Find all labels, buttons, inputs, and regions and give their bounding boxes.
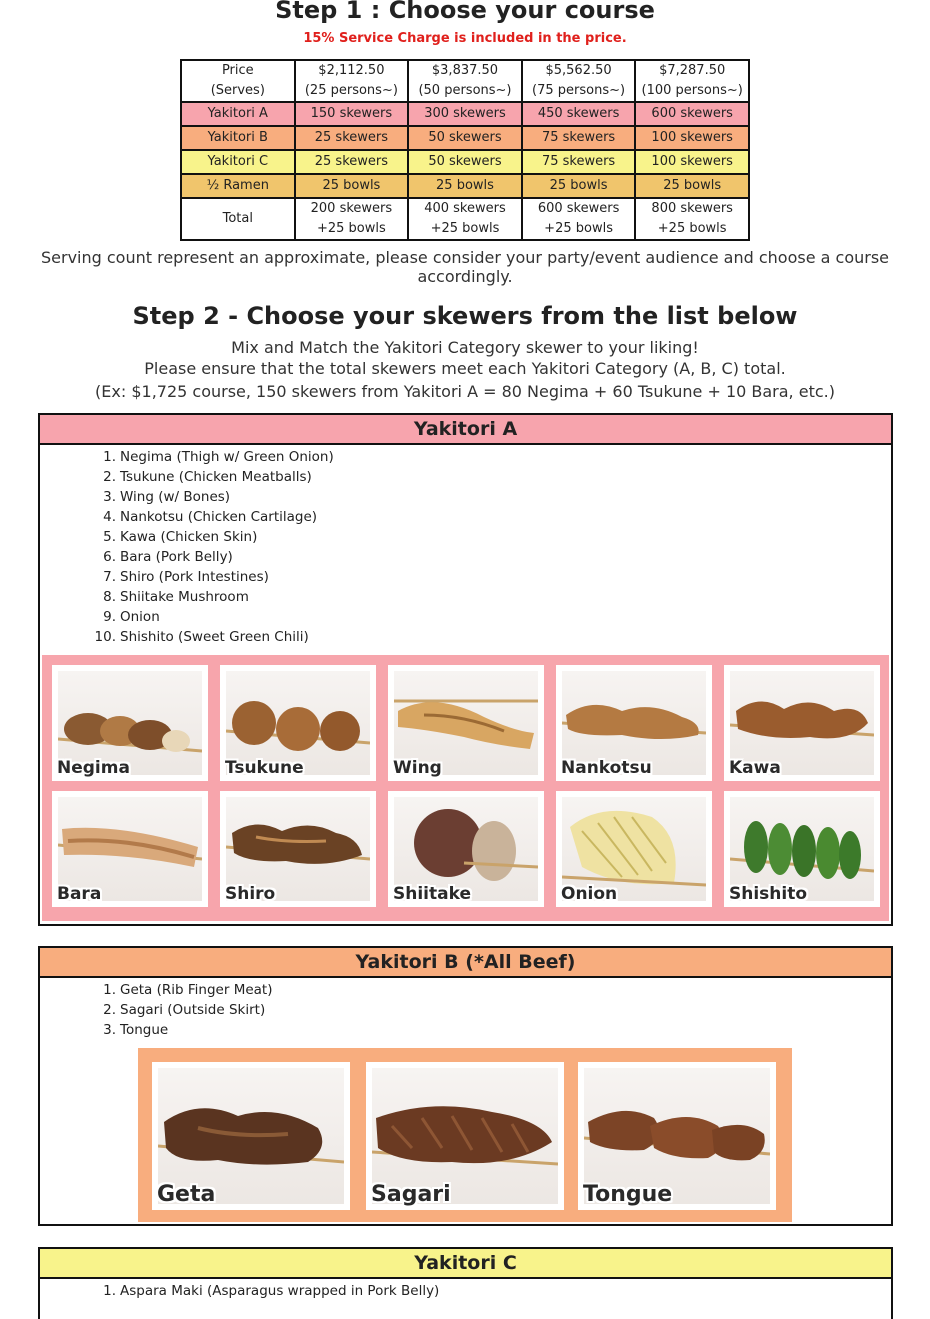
photo-sagari: Sagari [366,1062,564,1210]
serving-note: Serving count represent an approximate, please consider your party/event audience and choose a course accordingly. [40,248,890,286]
list-item: 2. Sagari (Outside Skirt) [103,1002,266,1018]
table-cell: 25 skewers [295,150,409,174]
list-item: 5. Kawa (Chicken Skin) [103,529,258,545]
table-cell: 600 skewers +25 bowls [522,198,636,240]
list-item: 2. Tsukune (Chicken Meatballs) [103,469,312,485]
table-cell: 200 skewers +25 bowls [295,198,409,240]
yakitori-b-title: Yakitori B (*All Beef) [40,948,891,978]
step2-title: Step 2 - Choose your skewers from the list below [132,302,798,330]
table-row-yakitori-b [181,126,749,150]
table-cell: Total [181,198,295,240]
list-item: 10. Shishito (Sweet Green Chili) [94,629,309,645]
list-item: 3. Wing (w/ Bones) [103,489,231,505]
list-item: 1. Geta (Rib Finger Meat) [103,982,273,998]
price-header-cell: $7,287.50 (100 persons~) [635,60,749,102]
service-charge-notice: 15% Service Charge is included in the price. [303,31,627,46]
table-cell: 25 bowls [522,174,636,198]
table-cell: 400 skewers +25 bowls [408,198,522,240]
yakitori-c-section [38,1247,893,1319]
price-header-cell: $2,112.50 (25 persons~) [295,60,409,102]
table-cell: 25 bowls [408,174,522,198]
photo-shishito: Shishito [724,791,880,907]
list-item: 8. Shiitake Mushroom [103,589,249,605]
list-item: 7. Shiro (Pork Intestines) [103,569,269,585]
table-row-yakitori-a [181,102,749,126]
yakitori-a-photo-gallery [42,655,889,921]
list-item: 1. Aspara Maki (Asparagus wrapped in Pork Belly) [103,1283,440,1299]
list-item: 4. Nankotsu (Chicken Cartilage) [103,509,318,525]
table-cell: ½ Ramen [181,174,295,198]
table-cell: 300 skewers [408,102,522,126]
photo-tsukune: Tsukune [220,665,376,781]
price-header-row [181,60,749,102]
yakitori-a-section [38,413,893,926]
table-cell: 25 bowls [295,174,409,198]
yakitori-c-title: Yakitori C [40,1249,891,1279]
table-cell: Yakitori B [181,126,295,150]
photo-negima: Negima [52,665,208,781]
table-cell: 25 bowls [635,174,749,198]
photo-bara: Bara [52,791,208,907]
table-cell: 100 skewers [635,150,749,174]
table-cell: Yakitori C [181,150,295,174]
photo-onion: Onion [556,791,712,907]
table-cell: 150 skewers [295,102,409,126]
photo-wing: Wing [388,665,544,781]
yakitori-a-list [40,445,891,647]
yakitori-b-photo-gallery [138,1048,792,1222]
step2-line-2: Please ensure that the total skewers meet each Yakitori Category (A, B, C) total. [144,359,786,378]
yakitori-b-list [40,978,891,1040]
table-cell: 25 skewers [295,126,409,150]
step1-title: Step 1 : Choose your course [275,0,655,24]
photo-tongue: Tongue [578,1062,776,1210]
list-item: 9. Onion [103,609,160,625]
table-cell: 50 skewers [408,150,522,174]
list-item: 1. Negima (Thigh w/ Green Onion) [103,449,334,465]
yakitori-b-section [38,946,893,1226]
photo-kawa: Kawa [724,665,880,781]
table-cell: 800 skewers +25 bowls [635,198,749,240]
photo-geta: Geta [152,1062,350,1210]
step2-line-3: (Ex: $1,725 course, 150 skewers from Yakitori A = 80 Negima + 60 Tsukune + 10 Bara, etc.) [95,382,835,401]
list-item: 6. Bara (Pork Belly) [103,549,233,565]
list-item: 3. Tongue [103,1022,169,1038]
table-cell: 100 skewers [635,126,749,150]
table-cell: 75 skewers [522,126,636,150]
table-cell: Yakitori A [181,102,295,126]
table-row-total [181,198,749,240]
table-row-ramen [181,174,749,198]
table-cell: 600 skewers [635,102,749,126]
price-header-cell: Price (Serves) [181,60,295,102]
table-cell: 50 skewers [408,126,522,150]
yakitori-c-list [40,1279,891,1301]
photo-shiro: Shiro [220,791,376,907]
table-cell: 75 skewers [522,150,636,174]
table-row-yakitori-c [181,150,749,174]
table-cell: 450 skewers [522,102,636,126]
price-header-cell: $3,837.50 (50 persons~) [408,60,522,102]
yakitori-a-title: Yakitori A [40,415,891,445]
price-header-cell: $5,562.50 (75 persons~) [522,60,636,102]
photo-nankotsu: Nankotsu [556,665,712,781]
photo-shiitake: Shiitake [388,791,544,907]
step2-line-1: Mix and Match the Yakitori Category skewer to your liking! [231,338,699,357]
course-price-table [180,59,750,241]
